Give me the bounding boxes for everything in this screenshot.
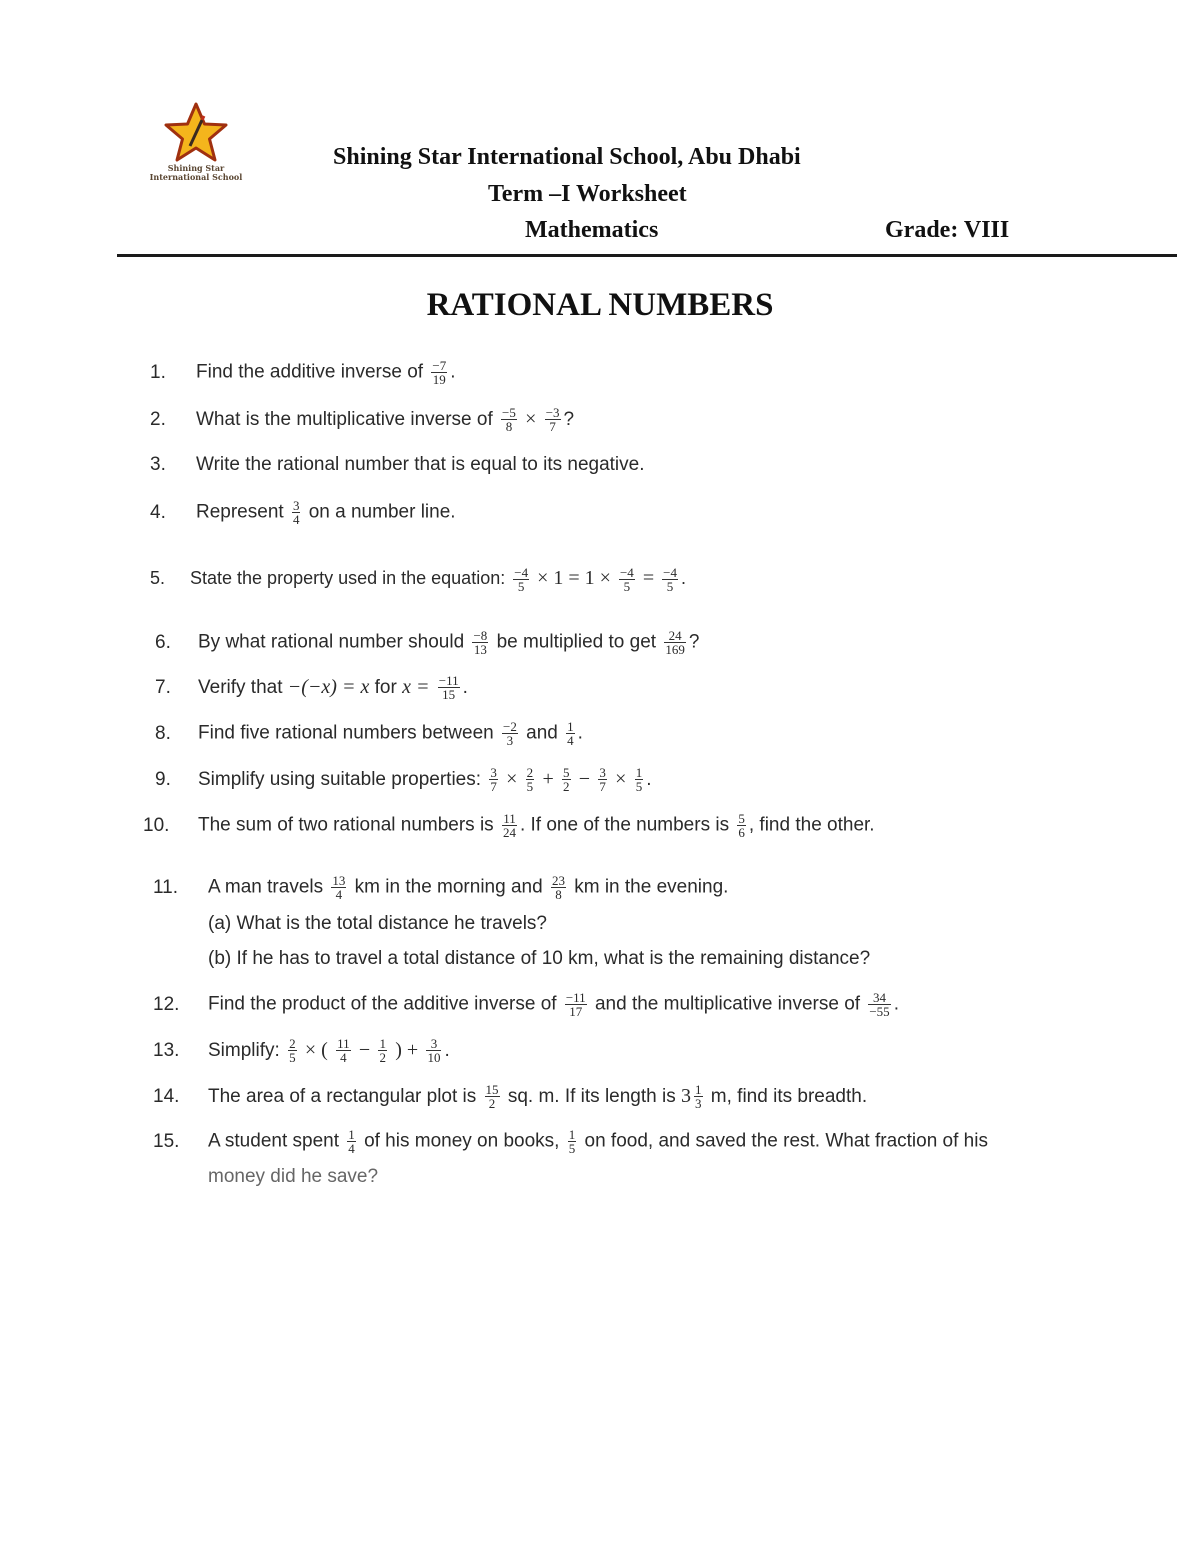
fraction: $\frac{3}{4}$: [292, 498, 300, 527]
header-divider: [117, 254, 1177, 257]
school-name: Shining Star International School, Abu Dhabi: [333, 144, 801, 170]
question-11a: (a) What is the total distance he travels?: [208, 913, 547, 934]
fraction: $\frac{-11}{15}$: [438, 673, 459, 703]
school-logo: [140, 102, 252, 192]
question-12: 12. Find the product of the additive inverse of $\frac{-11}{17}$ and the multiplicative inverse of $\frac{34}{-55}$ .: [153, 990, 899, 1019]
question-7: 7. Verify that −(−x) = x for x = $\frac{-11}{15}$ .: [155, 673, 468, 703]
question-15-continued: money did he save?: [208, 1166, 379, 1187]
fraction: $\frac{3}{7}$: [599, 765, 606, 795]
fraction: $\frac{5}{6}$: [738, 811, 745, 840]
fraction: $\frac{1}{5}$: [568, 1127, 576, 1156]
question-6: 6. By what rational number should $\frac{-8}{13}$ be multiplied to get $\frac{24}{169}$ ?: [155, 628, 700, 657]
fraction: $\frac{-8}{13}$: [473, 628, 488, 657]
fraction: $\frac{23}{8}$: [551, 873, 565, 902]
fraction: $\frac{1}{2}$: [379, 1036, 386, 1066]
fraction: $\frac{13}{4}$: [332, 873, 346, 902]
question-14: 14. The area of a rectangular plot is $\frac{15}{2}$ sq. m. If its length is 3 $\frac{1}{3}$ m, find its breadth.: [153, 1082, 868, 1112]
subject-label: Mathematics: [525, 217, 659, 243]
grade-label: Grade: VIII: [885, 217, 1010, 243]
fraction: $\frac{3}{7}$: [490, 765, 497, 795]
fraction: $\frac{1}{3}$: [695, 1082, 702, 1112]
fraction: $\frac{1}{4}$: [567, 719, 574, 748]
fraction: $\frac{5}{2}$: [563, 765, 570, 795]
fraction: $\frac{-7}{19}$: [432, 358, 447, 387]
star-logo-icon: [160, 102, 232, 164]
fraction: $\frac{-4}{5}$: [619, 564, 634, 594]
fraction: $\frac{15}{2}$: [485, 1082, 499, 1112]
logo-text-line1: Shining Star: [167, 163, 225, 173]
fraction: $\frac{24}{169}$: [665, 628, 685, 657]
fraction: $\frac{11}{4}$: [337, 1036, 350, 1066]
fraction: $\frac{2}{5}$: [289, 1036, 296, 1066]
fraction: $\frac{-5}{8}$: [502, 405, 516, 435]
fraction: $\frac{11}{24}$: [502, 811, 516, 840]
question-2: 2. What is the multiplicative inverse of $\frac{-5}{8}$ × $\frac{-3}{7}$ ?: [150, 405, 575, 435]
question-8: 8. Find five rational numbers between $\frac{-2}{3}$ and $\frac{1}{4}$ .: [155, 719, 583, 748]
fraction: $\frac{1}{4}$: [348, 1127, 355, 1156]
page-title: RATIONAL NUMBERS: [426, 287, 774, 323]
term-label: Term –I Worksheet: [488, 181, 687, 207]
fraction: $\frac{1}{5}$: [635, 765, 643, 795]
question-5: 5. State the property used in the equation: $\frac{-4}{5}$ × 1 = 1 × $\frac{-4}{5}$ = $\frac{-4}{5}$ .: [150, 564, 686, 594]
fraction: $\frac{34}{-55}$: [869, 990, 890, 1019]
question-10: 10. The sum of two rational numbers is $\frac{11}{24}$ . If one of the numbers is $\frac{5}{6}$ , find the other.: [143, 811, 875, 840]
fraction: $\frac{3}{10}$: [427, 1036, 441, 1066]
fraction: $\frac{-2}{3}$: [503, 719, 517, 748]
question-4: 4. Represent $\frac{3}{4}$ on a number line.: [150, 498, 456, 527]
fraction: $\frac{-4}{5}$: [663, 564, 677, 594]
question-15: 15. A student spent $\frac{1}{4}$ of his money on books, $\frac{1}{5}$ on food, and saved the rest. What fraction of his: [153, 1127, 988, 1156]
question-11b: (b) If he has to travel a total distance of 10 km, what is the remaining distance?: [208, 948, 871, 969]
question-13: 13. Simplify: $\frac{2}{5}$ × ( $\frac{11}{4}$ − $\frac{1}{2}$ ) + $\frac{3}{10}$ .: [153, 1036, 450, 1066]
question-3: 3. Write the rational number that is equal to its negative.: [150, 454, 645, 475]
fraction: $\frac{2}{5}$: [526, 765, 534, 795]
question-9: 9. Simplify using suitable properties: $\frac{3}{7}$ × $\frac{2}{5}$ + $\frac{5}{2}$ − $\frac{3}{7}$ × $\frac{1}{5}$ .: [155, 765, 652, 795]
fraction: $\frac{-11}{17}$: [565, 990, 586, 1019]
question-1: 1. Find the additive inverse of $\frac{-7}{19}$ .: [150, 358, 456, 387]
fraction: $\frac{-3}{7}$: [545, 405, 560, 435]
question-11: 11. A man travels $\frac{13}{4}$ km in the morning and $\frac{23}{8}$ km in the evening.: [153, 873, 729, 902]
logo-text-line2: International School: [149, 172, 243, 182]
fraction: $\frac{-4}{5}$: [514, 564, 529, 594]
